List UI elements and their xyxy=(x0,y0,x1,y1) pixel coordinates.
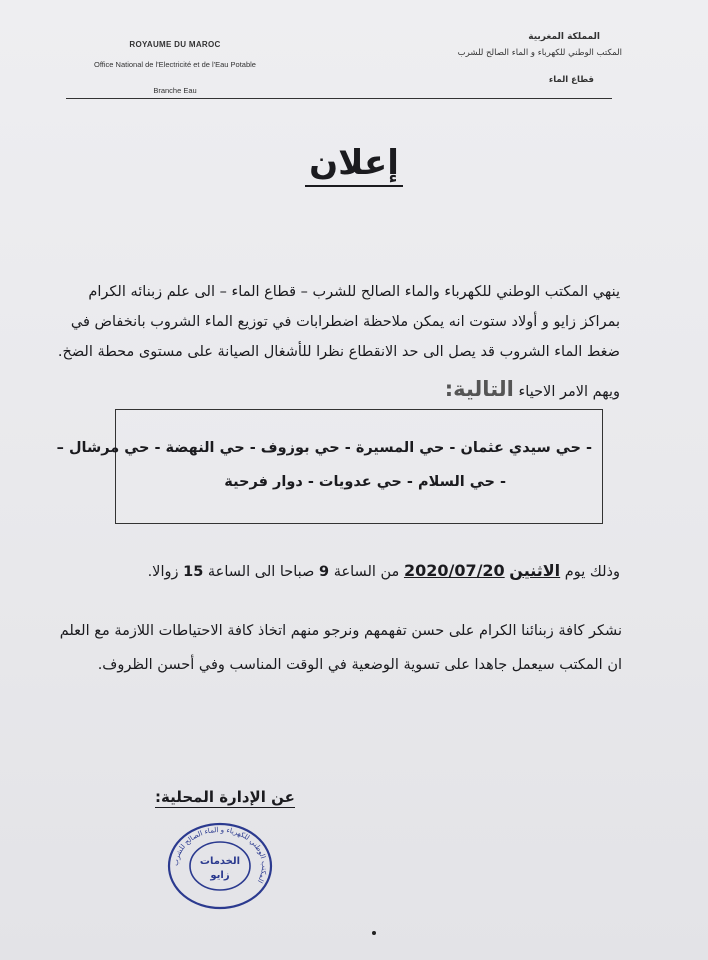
header-office-ar: المكتب الوطني للكهرباء و الماء الصالح للشرب xyxy=(457,48,622,58)
closing-line-2: ان المكتب سيعمل جاهدا على تسوية الوضعية في الوقت المناسب وفي أحسن الظروف. xyxy=(97,657,622,673)
body-line-2: بمراكز زايو و أولاد ستوت انه يمكن ملاحظة اضطرابات في توزيع الماء الشروب بانخفاض في xyxy=(70,314,620,330)
body-line-1: ينهي المكتب الوطني للكهرباء والماء الصالح للشرب – قطاع الماء – الى علم زبنائه الكرام xyxy=(88,284,620,300)
page-title xyxy=(0,143,708,183)
header-branch-fr: Branche Eau xyxy=(153,86,197,95)
signature-text: عن الإدارة المحلية: xyxy=(155,788,295,806)
schedule-end-hour: 15 xyxy=(183,564,204,580)
header-branch-ar: قطاع الماء xyxy=(548,75,594,85)
schedule-middle: من الساعة xyxy=(333,564,400,580)
districts-row-2: - حي السلام - حي عدويات - دوار فرحية xyxy=(224,474,506,490)
districts-row-1: - حي سيدي عثمان - حي المسيرة - حي بوزوف - حي النهضة - حي مرشال – xyxy=(56,440,592,456)
stamp-ring-text: المكتب الوطني للكهرباء و الماء الصالح للشرب xyxy=(171,825,269,885)
ink-dot xyxy=(372,931,376,935)
schedule-day: الاثنين xyxy=(509,561,561,580)
body-line-4-emphasis: التالية: xyxy=(444,377,514,401)
header-french xyxy=(60,40,290,95)
title-text: إعلان xyxy=(305,143,403,187)
header-divider xyxy=(66,98,612,99)
body-line-4 xyxy=(100,377,620,401)
header-kingdom-ar: المملكة المغربية xyxy=(528,32,600,42)
schedule-prefix: وذلك يوم xyxy=(564,564,620,580)
schedule-date: 2020/07/20 xyxy=(403,561,505,580)
official-stamp xyxy=(166,821,274,911)
schedule-line xyxy=(100,561,620,580)
schedule-start-hour: 9 xyxy=(318,564,330,580)
closing-line-1: نشكر كافة زبنائنا الكرام على حسن تفهمهم ونرجو منهم اتخاذ كافة الاحتياطات اللازمة مع العلم xyxy=(59,623,622,639)
header-arabic xyxy=(382,32,622,85)
stamp-center-bottom: زايو xyxy=(210,870,230,881)
body-line-3: ضغط الماء الشروب قد يصل الى حد الانقطاع نظرا للأشغال الصيانة على مستوى محطة الضخ. xyxy=(57,344,620,360)
stamp-center-top: الخدمات xyxy=(199,856,241,867)
signature-label xyxy=(155,788,295,806)
districts-box xyxy=(56,409,603,524)
schedule-start-suffix: صباحا الى الساعة xyxy=(207,564,315,580)
schedule-end-suffix: زوالا. xyxy=(147,564,179,580)
header-office-fr: Office National de l'Electricité et de l'Eau Potable xyxy=(94,60,256,69)
body-line-4-prefix: ويهم الامر الاحياء xyxy=(518,384,620,400)
header-kingdom-fr: ROYAUME DU MAROC xyxy=(129,40,221,49)
